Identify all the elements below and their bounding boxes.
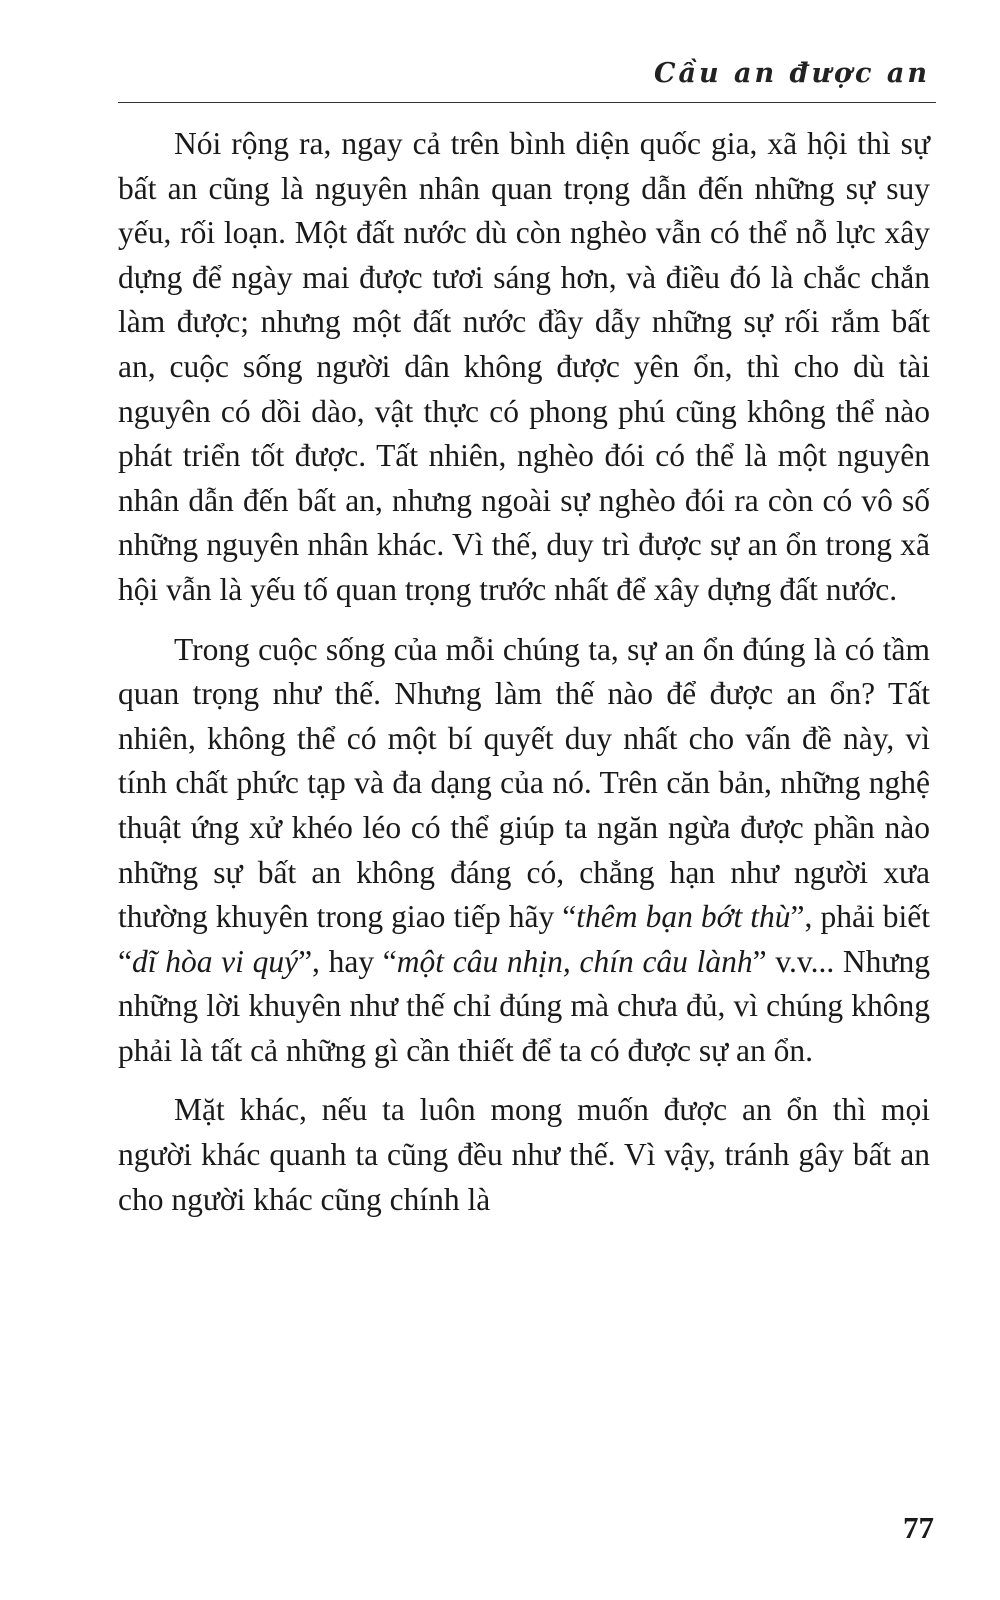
paragraph-3: Mặt khác, nếu ta luôn mong muốn được an ổn thì mọi người khác quanh ta cũng đều như thế. Vì vậy, tránh gây bất an cho người khác cũng chính là: [118, 1092, 930, 1217]
quote-di-hoa-vi-quy: dĩ hòa vi quý: [131, 943, 299, 979]
quote-them-ban-bot-thu: thêm bạn bớt thù: [576, 899, 791, 935]
body-text: [118, 122, 930, 1237]
page-number: 77: [903, 1510, 934, 1545]
paragraph-1: Nói rộng ra, ngay cả trên bình diện quốc gia, xã hội thì sự bất an cũng là nguyên nhân quan trọng dẫn đến những sự suy yếu, rối loạn. Một đất nước dù còn nghèo vẫn có thể nỗ lực xây dựng để ngày mai được tươi sáng hơn, và điều đó là chắc chắn làm được; nhưng một đất nước đầy dẫy những sự rối rắm bất an, cuộc sống người dân không được yên ổn, thì cho dù tài nguyên có dồi dào, vật thực có phong phú cũng không thể nào phát triển tốt được. Tất nhiên, nghèo đói có thể là một nguyên nhân dẫn đến bất an, nhưng ngoài sự nghèo đói ra còn có vô số những nguyên nhân khác. Vì thế, duy trì được sự an ổn trong xã hội vẫn là yếu tố quan trọng trước nhất để xây dựng đất nước.: [118, 126, 930, 607]
paragraph-2-text: ”, hay “: [298, 943, 397, 979]
running-title: Cầu an được an: [653, 58, 930, 89]
paragraph-2: [118, 628, 930, 1074]
paragraph-2-text: ”, phải biết “: [118, 899, 931, 979]
quote-mot-cau-nhin: một câu nhịn, chín câu lành: [396, 943, 753, 979]
page-header: [118, 50, 936, 103]
paragraph-2-text: Trong cuộc sống của mỗi chúng ta, sự an ổn đúng là có tầm quan trọng như thế. Nhưng làm thế nào để được an ổn? Tất nhiên, không thể có một bí quyết duy nhất cho vấn đề này, vì tính chất phức tạp và đa dạng của nó. Trên căn bản, những nghệ thuật ứng xử khéo léo có thể giúp ta ngăn ngừa được phần nào những sự bất an không đáng có, chẳng hạn như người xưa thường khuyên trong giao tiếp hãy “: [118, 631, 930, 935]
paragraph-2-text: ” v.v... Nhưng những lời khuyên như thế chỉ đúng mà chưa đủ, vì chúng không phải là tất cả những gì cần thiết để ta có được sự an ổn.: [118, 943, 931, 1068]
